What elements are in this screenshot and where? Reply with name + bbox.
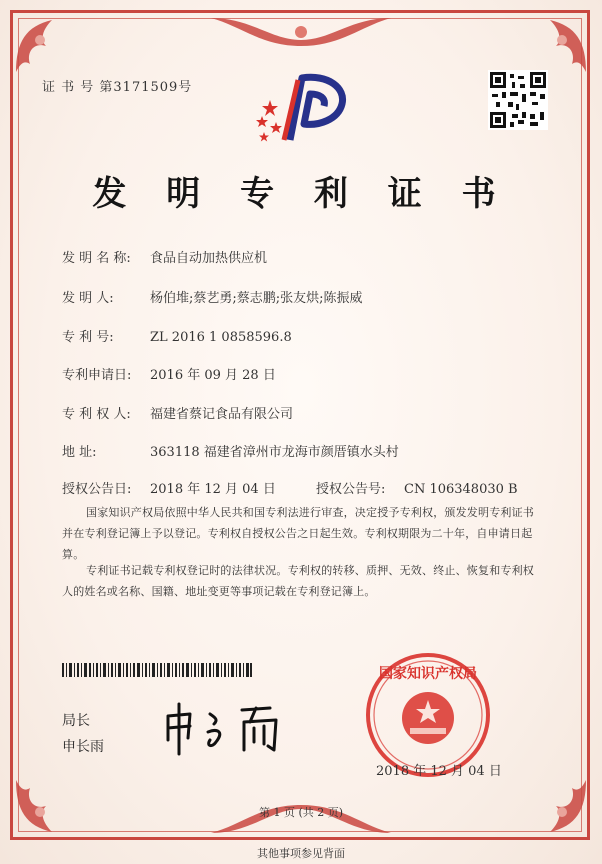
cnipa-logo-icon bbox=[250, 70, 350, 150]
certificate-number: 证 书 号 第3171509号 bbox=[42, 80, 193, 95]
field-label: 专 利 权 人: bbox=[62, 407, 131, 422]
field-value: 食品自动加热供应机 bbox=[150, 251, 268, 266]
director-name: 申长雨 bbox=[62, 739, 104, 755]
field-label: 专 利 号: bbox=[62, 330, 114, 345]
seal-date: 2018 年 12 月 04 日 bbox=[376, 764, 502, 779]
corner-ornament-top-left bbox=[12, 12, 76, 76]
field-label: 专利申请日: bbox=[62, 368, 132, 383]
legal-status-paragraph: 专利证书记载专利权登记时的法律状况。专利权的转移、质押、无效、终止、恢复和专利权人的姓名或名称、国籍、地址变更等事项记载在专利登记簿上。 bbox=[62, 564, 534, 598]
corner-ornament-top-right bbox=[526, 12, 590, 76]
barcode bbox=[62, 663, 252, 677]
footer-note: 其他事项参见背面 bbox=[257, 847, 345, 860]
certificate-title: 发 明 专 利 证 书 bbox=[92, 174, 510, 214]
field-value: 福建省蔡记食品有限公司 bbox=[150, 407, 294, 422]
director-title: 局长 bbox=[62, 713, 90, 729]
field-grant-number bbox=[316, 478, 518, 497]
field-label: 发 明 名 称: bbox=[62, 251, 131, 266]
field-value: 2016 年 09 月 28 日 bbox=[150, 368, 276, 383]
field-address bbox=[62, 441, 399, 460]
page-number: 第 1 页 (共 2 页) bbox=[258, 806, 344, 819]
field-label: 授权公告日: bbox=[62, 482, 132, 497]
qr-code bbox=[488, 70, 548, 130]
field-grant-date bbox=[62, 478, 276, 497]
field-label: 地 址: bbox=[62, 445, 97, 460]
field-patent-number bbox=[62, 326, 292, 345]
seal-text: 国家知识产权局 bbox=[379, 666, 477, 682]
field-invention-name bbox=[62, 247, 267, 266]
field-inventors bbox=[62, 287, 363, 306]
field-value: CN 106348030 B bbox=[404, 482, 518, 497]
field-value: ZL 2016 1 0858596.8 bbox=[150, 330, 292, 345]
top-center-ornament bbox=[201, 10, 401, 50]
statement-paragraph: 国家知识产权局依照中华人民共和国专利法进行审查，决定授予专利权，颁发发明专利证书并在专利登记簿上予以登记。专利权自授权公告之日起生效。专利权期限为二十年，自申请日起算。 bbox=[62, 506, 534, 561]
handwritten-signature bbox=[160, 698, 300, 758]
field-label: 授权公告号: bbox=[316, 482, 386, 497]
field-value: 2018 年 12 月 04 日 bbox=[150, 482, 276, 497]
field-value: 杨伯堆;蔡艺勇;蔡志鹏;张友烘;陈振威 bbox=[150, 291, 363, 306]
field-value: 363118 福建省漳州市龙海市颜厝镇水头村 bbox=[150, 445, 399, 460]
field-label: 发 明 人: bbox=[62, 291, 114, 306]
field-filing-date bbox=[62, 364, 276, 383]
field-patentee bbox=[62, 403, 293, 422]
